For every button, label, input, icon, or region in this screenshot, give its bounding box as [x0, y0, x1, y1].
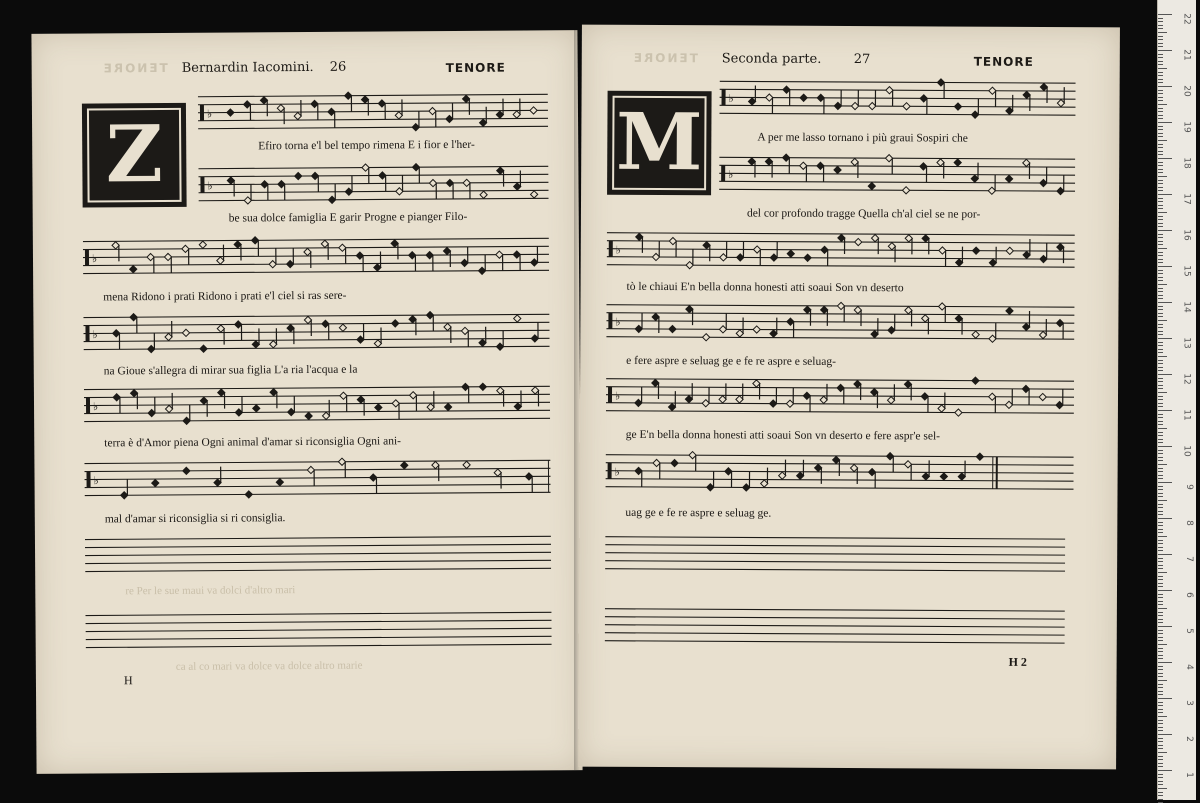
ruler-label: 9 [1184, 484, 1194, 490]
ruler-label: 19 [1181, 121, 1191, 132]
ruler-tick [1158, 691, 1163, 692]
ruler-tick [1158, 244, 1163, 245]
ruler-tick [1158, 644, 1167, 645]
ruler-tick [1158, 352, 1163, 353]
ruler-tick [1158, 288, 1163, 289]
ruler-tick [1158, 111, 1163, 112]
ruler-tick [1158, 79, 1163, 80]
right-staff-2 [719, 151, 1075, 199]
ruler-tick [1158, 756, 1163, 757]
svg-text:♭: ♭ [93, 474, 98, 487]
ruler-tick [1158, 525, 1163, 526]
ruler-tick [1158, 496, 1163, 497]
ruler-tick [1158, 46, 1163, 47]
ruler-tick [1158, 360, 1163, 361]
ruler-tick [1158, 198, 1163, 199]
ruler-tick [1158, 270, 1163, 271]
ruler-tick [1158, 226, 1163, 227]
ruler-tick [1158, 709, 1163, 710]
ruler-tick [1158, 615, 1163, 616]
svg-text:♭: ♭ [92, 328, 97, 341]
ruler-tick [1158, 190, 1163, 191]
ruler-tick [1158, 738, 1163, 739]
ruler-tick [1158, 658, 1163, 659]
ruler-tick [1158, 705, 1163, 706]
ruler-tick [1158, 414, 1163, 415]
right-lyric-5: ge E'n bella donna honesti atti soaui Son vn deserto e fere aspr'e sel- [626, 429, 1086, 443]
ruler-tick [1158, 212, 1167, 213]
ruler-tick [1158, 763, 1163, 764]
ruler-label: 2 [1184, 736, 1194, 742]
ruler-tick [1158, 450, 1163, 451]
ruler-tick [1158, 777, 1163, 778]
left-woodcut-initial [82, 103, 187, 208]
ruler-tick [1158, 759, 1163, 760]
ruler-label: 1 [1184, 772, 1194, 778]
ruler-tick [1158, 392, 1167, 393]
ruler-tick [1158, 82, 1163, 83]
ruler-tick [1158, 374, 1172, 375]
ruler-tick [1158, 61, 1163, 62]
left-composer: Bernardin Iacomini. [182, 60, 314, 76]
ruler-tick [1158, 651, 1163, 652]
ruler-label: 16 [1181, 229, 1191, 240]
left-footer-mark: H [124, 673, 133, 688]
ruler-tick [1158, 370, 1163, 371]
ruler-tick [1158, 504, 1163, 505]
ruler-tick [1158, 302, 1172, 303]
left-lyric-1: Efiro torna e'l bel tempo rimena E i fior e l'her- [258, 138, 558, 152]
ruler-tick [1158, 720, 1163, 721]
ruler-tick [1158, 172, 1163, 173]
ruler-tick [1158, 381, 1163, 382]
ruler-label: 4 [1184, 664, 1194, 670]
ruler-tick [1158, 93, 1163, 94]
left-empty-staff-1 [85, 530, 551, 579]
right-staff-5 [606, 373, 1074, 421]
ruler-tick [1158, 547, 1163, 548]
right-lyric-6: uag ge e fe re aspre e seluag ge. [625, 507, 1085, 521]
ruler-tick [1158, 518, 1172, 519]
ruler-tick [1158, 363, 1163, 364]
ruler-tick [1158, 619, 1163, 620]
ruler-tick [1158, 327, 1163, 328]
ruler-tick [1158, 108, 1163, 109]
right-lyric-2: del cor profondo tragge Quella ch'al ciel se ne por- [747, 207, 1067, 221]
svg-text:♭: ♭ [615, 466, 620, 479]
ruler-tick [1158, 478, 1163, 479]
ruler-tick [1158, 86, 1172, 87]
ruler-tick [1158, 205, 1163, 206]
ruler-tick [1158, 561, 1163, 562]
ruler-tick [1158, 604, 1163, 605]
ruler-tick [1158, 406, 1163, 407]
ruler-label: 17 [1181, 193, 1191, 204]
ruler-tick [1158, 568, 1163, 569]
ruler-tick [1158, 457, 1163, 458]
ruler-tick [1158, 745, 1163, 746]
ruler-tick [1158, 316, 1163, 317]
right-lyric-4: e fere aspre e seluag ge e fe re aspre e seluag- [626, 355, 1086, 369]
right-staff-3 [607, 227, 1075, 275]
ruler-tick [1158, 248, 1167, 249]
ruler-tick [1158, 543, 1163, 544]
right-voice-label: TENORE [974, 55, 1034, 69]
ruler-tick [1158, 698, 1172, 699]
svg-text:♭: ♭ [615, 316, 620, 329]
ruler-tick [1158, 748, 1163, 749]
ruler-tick [1158, 50, 1172, 51]
ruler-tick [1158, 162, 1163, 163]
right-signature-mark: H 2 [1009, 655, 1027, 670]
ruler-tick [1158, 255, 1163, 256]
svg-text:♭: ♭ [729, 92, 734, 105]
ruler-label: 7 [1184, 556, 1194, 562]
left-page [31, 30, 582, 774]
left-staff-1 [198, 88, 548, 136]
ruler-tick [1158, 468, 1163, 469]
ruler-tick [1158, 493, 1163, 494]
ruler-tick [1158, 349, 1163, 350]
ruler-tick [1158, 655, 1163, 656]
ruler-tick [1158, 633, 1163, 634]
ruler-tick [1158, 482, 1172, 483]
ruler-label: 11 [1181, 409, 1191, 420]
left-staff-5 [84, 380, 550, 429]
ruler-tick [1158, 122, 1172, 123]
ruler-tick [1158, 280, 1163, 281]
ruler-tick [1158, 219, 1163, 220]
ruler-tick [1158, 331, 1163, 332]
left-staff-2 [198, 160, 548, 208]
ruler-tick [1158, 572, 1167, 573]
left-initial-letter: Z [106, 116, 163, 194]
ruler-tick [1158, 723, 1163, 724]
ruler-tick [1158, 612, 1163, 613]
ruler-tick [1158, 453, 1163, 454]
ruler-tick [1158, 241, 1163, 242]
ruler-tick [1158, 385, 1163, 386]
ruler-tick [1158, 25, 1163, 26]
ruler-tick [1158, 694, 1163, 695]
ruler-tick [1158, 500, 1167, 501]
ruler-tick [1158, 180, 1163, 181]
ruler-tick [1158, 626, 1172, 627]
ruler-label: 20 [1181, 85, 1191, 96]
ruler-tick [1158, 464, 1167, 465]
ruler-tick [1158, 716, 1167, 717]
ruler-tick [1158, 594, 1163, 595]
ruler-tick [1158, 396, 1163, 397]
ruler-tick [1158, 586, 1163, 587]
ruler-tick [1158, 608, 1167, 609]
ruler-tick [1158, 590, 1172, 591]
ruler-tick [1158, 158, 1172, 159]
ruler-tick [1158, 792, 1163, 793]
ruler-tick [1158, 417, 1163, 418]
ruler-tick [1158, 554, 1172, 555]
right-page-number: 27 [854, 52, 871, 67]
ruler-label: 3 [1184, 700, 1194, 706]
ruler-tick [1158, 324, 1163, 325]
ruler-tick [1158, 266, 1172, 267]
ruler-label: 12 [1181, 373, 1191, 384]
ruler-tick [1158, 32, 1167, 33]
ruler-tick [1158, 648, 1163, 649]
ruler-tick [1158, 75, 1163, 76]
ruler-tick [1158, 781, 1163, 782]
ruler-label: 14 [1181, 301, 1191, 312]
ruler-tick [1158, 727, 1163, 728]
ruler-label: 21 [1181, 49, 1191, 60]
ruler-tick [1158, 378, 1163, 379]
left-lyric-4: na Gioue s'allegra di mirar sua figlia L'a ria l'acqua e la [104, 362, 564, 377]
ruler-tick [1158, 223, 1163, 224]
ruler-tick [1158, 676, 1163, 677]
ruler-tick [1158, 367, 1163, 368]
ruler-tick [1158, 734, 1172, 735]
right-lyric-3: tò le chiaui E'n bella donna honesti atti soaui Son vn deserto [627, 281, 1087, 295]
ruler-tick [1158, 201, 1163, 202]
ruler-tick [1158, 637, 1163, 638]
ruler-tick [1158, 540, 1163, 541]
ruler-tick [1158, 262, 1163, 263]
ruler-tick [1158, 118, 1163, 119]
ruler-tick [1158, 486, 1163, 487]
ruler-tick [1158, 471, 1163, 472]
ruler-tick [1158, 712, 1163, 713]
left-showthrough-2: ca al co mari va dolce va dolce altro marie [176, 660, 363, 673]
ruler-tick [1158, 601, 1163, 602]
ruler-label: 5 [1184, 628, 1194, 634]
right-ghost-header: TENORE [632, 51, 698, 65]
ruler-tick [1158, 579, 1163, 580]
svg-text:♭: ♭ [207, 179, 212, 192]
ruler-tick [1158, 514, 1163, 515]
ruler-tick [1158, 673, 1163, 674]
ruler-tick [1158, 795, 1163, 796]
ruler-label: 8 [1184, 520, 1194, 526]
ruler-tick [1158, 788, 1167, 789]
ruler-label: 18 [1181, 157, 1191, 168]
ruler-tick [1158, 64, 1163, 65]
right-staff-6 [605, 449, 1073, 497]
ruler-tick [1158, 126, 1163, 127]
ruler-tick [1158, 151, 1163, 152]
svg-text:♭: ♭ [93, 400, 98, 413]
svg-text:♭: ♭ [207, 107, 212, 120]
ruler-tick [1158, 28, 1163, 29]
ruler-tick [1158, 442, 1163, 443]
ruler-tick [1158, 136, 1163, 137]
ruler-tick [1158, 115, 1163, 116]
ruler-tick [1158, 208, 1163, 209]
left-empty-staff-2 [85, 606, 551, 655]
ruler-tick [1158, 320, 1167, 321]
ruler-tick [1158, 680, 1167, 681]
svg-text:♭: ♭ [92, 252, 97, 265]
svg-text:♭: ♭ [728, 168, 733, 181]
ruler-tick [1158, 399, 1163, 400]
ruler-tick [1158, 489, 1163, 490]
ruler-tick [1158, 770, 1172, 771]
ruler-tick [1158, 529, 1163, 530]
left-lyric-6: mal d'amar si riconsiglia si ri consiglia. [105, 510, 565, 525]
ruler-tick [1158, 576, 1163, 577]
ruler-tick [1158, 90, 1163, 91]
ruler-tick [1158, 666, 1163, 667]
ruler-tick [1158, 536, 1167, 537]
ruler-tick [1158, 284, 1167, 285]
ruler-tick [1158, 104, 1167, 105]
ruler-tick [1158, 72, 1163, 73]
ruler-tick [1158, 259, 1163, 260]
right-section-title: Seconda parte. [722, 51, 822, 67]
left-staff-4 [83, 308, 549, 357]
ruler-tick [1158, 216, 1163, 217]
right-empty-staff-1 [605, 531, 1065, 579]
ruler-tick [1158, 766, 1163, 767]
ruler-tick [1158, 295, 1163, 296]
ruler-tick [1158, 334, 1163, 335]
right-empty-staff-2 [605, 603, 1065, 651]
ruler-tick [1158, 583, 1163, 584]
right-lyric-1: A per me lasso tornano i più graui Sospiri che [757, 132, 1067, 146]
ruler-tick [1158, 144, 1163, 145]
svg-text:♭: ♭ [615, 390, 620, 403]
ruler-tick [1158, 313, 1163, 314]
ruler-tick [1158, 511, 1163, 512]
measuring-ruler [1157, 0, 1196, 800]
left-staff-6 [84, 454, 550, 503]
ruler-tick [1158, 558, 1163, 559]
left-lyric-3: mena Ridono i prati Ridono i prati e'l ciel si ras sere- [103, 288, 563, 303]
ruler-tick [1158, 356, 1167, 357]
ruler-tick [1158, 565, 1163, 566]
ruler-tick [1158, 43, 1163, 44]
ruler-tick [1158, 439, 1163, 440]
ruler-label: 10 [1181, 445, 1191, 456]
ruler-tick [1158, 752, 1167, 753]
ruler-tick [1158, 338, 1172, 339]
ruler-tick [1158, 784, 1163, 785]
ruler-tick [1158, 428, 1167, 429]
right-woodcut-initial [607, 91, 712, 196]
ruler-tick [1158, 68, 1167, 69]
ruler-tick [1158, 640, 1163, 641]
ruler-tick [1158, 18, 1163, 19]
right-staff-4 [606, 299, 1074, 347]
ruler-tick [1158, 669, 1163, 670]
ruler-tick [1158, 309, 1163, 310]
ruler-tick [1158, 622, 1163, 623]
left-lyric-5: terra è d'Amor piena Ogni animal d'amar si riconsiglia Ogni ani- [104, 434, 564, 449]
ruler-tick [1158, 21, 1163, 22]
svg-text:♭: ♭ [616, 244, 621, 257]
ruler-tick [1158, 432, 1163, 433]
ruler-label: 15 [1181, 265, 1191, 276]
ruler-tick [1158, 345, 1163, 346]
ruler-tick [1158, 237, 1163, 238]
ruler-tick [1158, 165, 1163, 166]
ruler-tick [1158, 630, 1163, 631]
ruler-tick [1158, 298, 1163, 299]
ruler-tick [1158, 684, 1163, 685]
ruler-label: 22 [1181, 13, 1191, 24]
ruler-tick [1158, 36, 1163, 37]
ruler-tick [1158, 446, 1172, 447]
left-staff-3 [83, 232, 549, 281]
ruler-tick [1158, 176, 1167, 177]
ruler-tick [1158, 662, 1172, 663]
left-showthrough-1: re Per le sue maui va dolci d'altro mari [125, 584, 295, 597]
ruler-tick [1158, 291, 1163, 292]
left-ghost-header: TENORE [102, 61, 168, 75]
ruler-tick [1158, 774, 1163, 775]
ruler-tick [1158, 54, 1163, 55]
ruler-tick [1158, 306, 1163, 307]
ruler-tick [1158, 154, 1163, 155]
ruler-tick [1158, 741, 1163, 742]
ruler-tick [1158, 147, 1163, 148]
ruler-tick [1158, 730, 1163, 731]
ruler-tick [1158, 129, 1163, 130]
ruler-tick [1158, 532, 1163, 533]
ruler-tick [1158, 702, 1163, 703]
ruler-tick [1158, 14, 1172, 15]
ruler-tick [1158, 435, 1163, 436]
ruler-tick [1158, 230, 1172, 231]
left-page-number: 26 [330, 60, 347, 75]
ruler-tick [1158, 133, 1163, 134]
ruler-label: 6 [1184, 592, 1194, 598]
ruler-tick [1158, 687, 1163, 688]
right-initial-letter: M [616, 104, 703, 182]
ruler-tick [1158, 403, 1163, 404]
ruler-tick [1158, 410, 1172, 411]
ruler-tick [1158, 39, 1163, 40]
ruler-tick [1158, 507, 1163, 508]
ruler-tick [1158, 597, 1163, 598]
ruler-tick [1158, 424, 1163, 425]
left-voice-label: TENORE [446, 61, 506, 75]
ruler-tick [1158, 140, 1167, 141]
ruler-tick [1158, 421, 1163, 422]
left-lyric-2: be sua dolce famiglia E garir Progne e pianger Filo- [229, 210, 559, 224]
ruler-tick [1158, 57, 1163, 58]
ruler-tick [1158, 252, 1163, 253]
ruler-label: 13 [1181, 337, 1191, 348]
ruler-tick [1158, 550, 1163, 551]
ruler-tick [1158, 169, 1163, 170]
ruler-tick [1158, 183, 1163, 184]
ruler-tick [1158, 97, 1163, 98]
ruler-tick [1158, 277, 1163, 278]
ruler-tick [1158, 342, 1163, 343]
right-page [578, 25, 1120, 770]
ruler-tick [1158, 475, 1163, 476]
right-staff-1 [719, 75, 1075, 123]
ruler-tick [1158, 388, 1163, 389]
ruler-tick [1158, 187, 1163, 188]
ruler-tick [1158, 100, 1163, 101]
ruler-tick [1158, 194, 1172, 195]
ruler-tick [1158, 522, 1163, 523]
ruler-tick [1158, 273, 1163, 274]
ruler-tick [1158, 234, 1163, 235]
ruler-tick [1158, 460, 1163, 461]
